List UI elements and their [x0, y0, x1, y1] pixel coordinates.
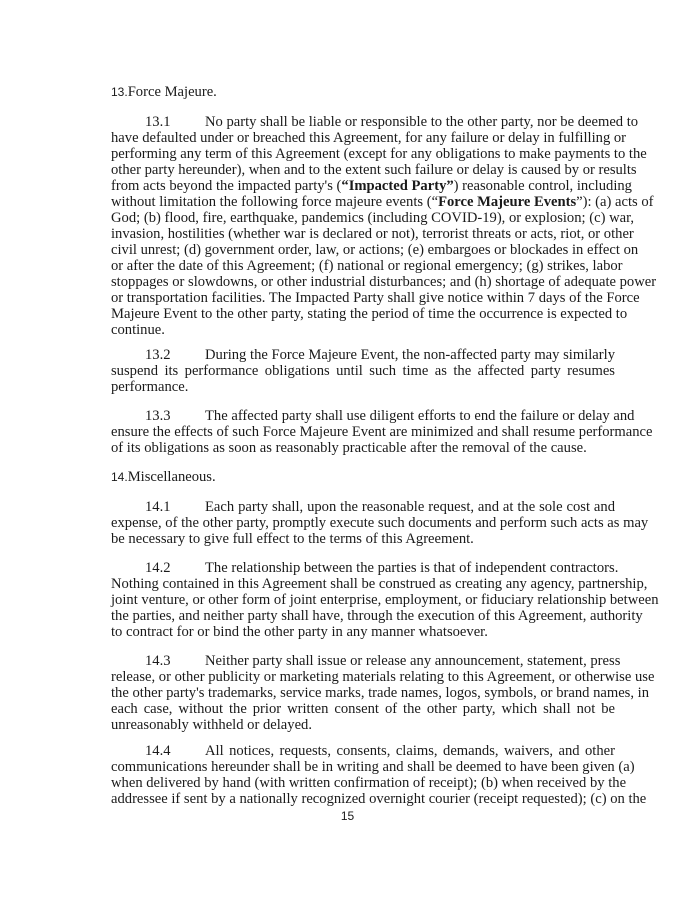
- text-segment: continue.: [111, 322, 165, 338]
- paragraph: [111, 653, 655, 733]
- paragraph-line: [111, 624, 615, 640]
- paragraph-line: [111, 290, 640, 306]
- text-segment: each case, without the prior written consent of the other party, which shall not be: [111, 701, 615, 717]
- paragraph: [111, 560, 659, 640]
- text-segment: from acts beyond the impacted party's (: [111, 178, 342, 194]
- paragraph-line: [111, 178, 632, 194]
- clause-number: 14.4: [145, 743, 171, 759]
- paragraph: [111, 408, 653, 456]
- paragraph-line: [111, 669, 655, 685]
- text-segment: release, or other publicity or marketing materials relating to this Agreement, or otherwise use: [111, 669, 655, 685]
- paragraph-line: [111, 130, 627, 146]
- text-segment: joint venture, or other form of joint enterprise, employment, or fiduciary relationship between: [111, 592, 659, 608]
- text-segment: of its obligations as soon as reasonably practicable after the removal of the cause.: [111, 440, 587, 456]
- paragraph-line: [111, 717, 615, 733]
- paragraph-line: [111, 347, 615, 363]
- paragraph-line: [111, 306, 628, 322]
- defined-term: “Impacted Party”: [341, 178, 454, 194]
- paragraph-line: [111, 560, 619, 576]
- paragraph-line: [111, 258, 623, 274]
- paragraph-line: [111, 242, 639, 258]
- text-segment: be necessary to give full effect to the terms of this Agreement.: [111, 531, 474, 547]
- paragraph-line: [111, 379, 615, 395]
- text-segment: or after the date of this Agreement; (f) national or regional emergency; (g) strikes, labor: [111, 258, 623, 274]
- paragraph-line: [111, 499, 615, 515]
- text-segment: unreasonably withheld or delayed.: [111, 717, 313, 733]
- paragraph-line: [111, 515, 649, 531]
- paragraph-line: [111, 322, 615, 338]
- paragraph: [111, 743, 647, 807]
- paragraph-line: [111, 592, 659, 608]
- paragraph: [111, 499, 649, 547]
- text-segment: performance.: [111, 379, 189, 395]
- text-segment: or transportation facilities. The Impacted Party shall give notice within 7 days of the Force: [111, 290, 640, 306]
- paragraph-line: [111, 274, 657, 290]
- text-segment: Each party shall, upon the reasonable request, and at the sole cost and: [205, 499, 615, 515]
- paragraph-line: [111, 608, 643, 624]
- paragraph-line: [111, 424, 653, 440]
- paragraph-line: [111, 408, 635, 424]
- text-segment: During the Force Majeure Event, the non-affected party may similarly: [205, 347, 615, 363]
- text-segment: Nothing contained in this Agreement shall be construed as creating any agency, partnership,: [111, 576, 648, 592]
- text-segment: invasion, hostilities (whether war is declared or not), terrorist threats or acts, riot, or other: [111, 226, 634, 242]
- paragraph-line: [111, 146, 647, 162]
- paragraph-line: [111, 363, 615, 379]
- paragraph: [111, 347, 615, 395]
- section-title: Miscellaneous.: [127, 469, 216, 485]
- paragraph-line: [111, 226, 634, 242]
- text-segment: other party hereunder), when and to the extent such failure or delay is caused by or results: [111, 162, 637, 178]
- page-number: 15: [340, 809, 355, 823]
- clause-number: 13.3: [145, 408, 171, 424]
- text-segment: without limitation the following force majeure events (“: [111, 194, 439, 210]
- paragraph-line: [111, 440, 615, 456]
- text-segment: The relationship between the parties is that of independent contractors.: [205, 560, 619, 576]
- text-segment: civil unrest; (d) government order, law, or actions; (e) embargoes or blockades in effect on: [111, 242, 639, 258]
- section-heading-13: [111, 84, 217, 100]
- text-segment: addressee if sent by a nationally recognized overnight courier (receipt requested); (c) on the: [111, 791, 647, 807]
- paragraph-line: [111, 743, 615, 759]
- paragraph-line: [111, 775, 627, 791]
- clause-number: 14.3: [145, 653, 171, 669]
- text-segment: to contract for or bind the other party in any manner whatsoever.: [111, 624, 488, 640]
- paragraph-line: [111, 759, 635, 775]
- clause-number: 14.1: [145, 499, 171, 515]
- section-number: 14.: [111, 470, 128, 484]
- text-segment: ) reasonable control, including: [453, 178, 632, 194]
- paragraph-line: [111, 701, 615, 717]
- text-segment: All notices, requests, consents, claims, demands, waivers, and other: [205, 743, 615, 759]
- text-segment: No party shall be liable or responsible to the other party, nor be deemed to: [205, 114, 639, 130]
- paragraph-line: [111, 653, 621, 669]
- text-segment: performing any term of this Agreement (except for any obligations to make payments to the: [111, 146, 647, 162]
- section-number: 13.: [111, 85, 128, 99]
- paragraph: [111, 114, 657, 338]
- clause-number: 13.1: [145, 114, 171, 130]
- text-segment: the parties, and neither party shall have, through the execution of this Agreement, authority: [111, 608, 643, 624]
- paragraph-line: [111, 685, 649, 701]
- text-segment: communications hereunder shall be in writing and shall be deemed to have been given (a): [111, 759, 635, 775]
- text-segment: suspend its performance obligations until such time as the affected party resumes: [111, 363, 615, 379]
- text-segment: ensure the effects of such Force Majeure Event are minimized and shall resume performance: [111, 424, 653, 440]
- clause-number: 14.2: [145, 560, 171, 576]
- paragraph-line: [111, 576, 648, 592]
- text-segment: God; (b) flood, fire, earthquake, pandemics (including COVID-19), or explosion; (c) war,: [111, 210, 635, 226]
- paragraph-line: [111, 194, 654, 210]
- defined-term: Force Majeure Events: [438, 194, 577, 210]
- text-segment: expense, of the other party, promptly execute such documents and perform such acts as may: [111, 515, 649, 531]
- text-segment: stoppages or slowdowns, or other industrial disturbances; and (h) shortage of adequate power: [111, 274, 657, 290]
- section-title: Force Majeure.: [127, 84, 217, 100]
- text-segment: the other party's trademarks, service marks, trade names, logos, symbols, or brand names, in: [111, 685, 649, 701]
- text-segment: have defaulted under or breached this Agreement, for any failure or delay in fulfilling or: [111, 130, 627, 146]
- text-segment: Majeure Event to the other party, stating the period of time the occurrence is expected to: [111, 306, 628, 322]
- paragraph-line: [111, 791, 647, 807]
- text-segment: Neither party shall issue or release any announcement, statement, press: [205, 653, 621, 669]
- paragraph-line: [111, 210, 635, 226]
- text-segment: ”): (a) acts of: [576, 194, 654, 210]
- paragraph-line: [111, 114, 639, 130]
- paragraph-line: [111, 531, 615, 547]
- clause-number: 13.2: [145, 347, 171, 363]
- paragraph-line: [111, 162, 637, 178]
- text-segment: The affected party shall use diligent efforts to end the failure or delay and: [205, 408, 635, 424]
- text-segment: when delivered by hand (with written confirmation of receipt); (b) when received by the: [111, 775, 627, 791]
- section-heading-14: [111, 469, 216, 485]
